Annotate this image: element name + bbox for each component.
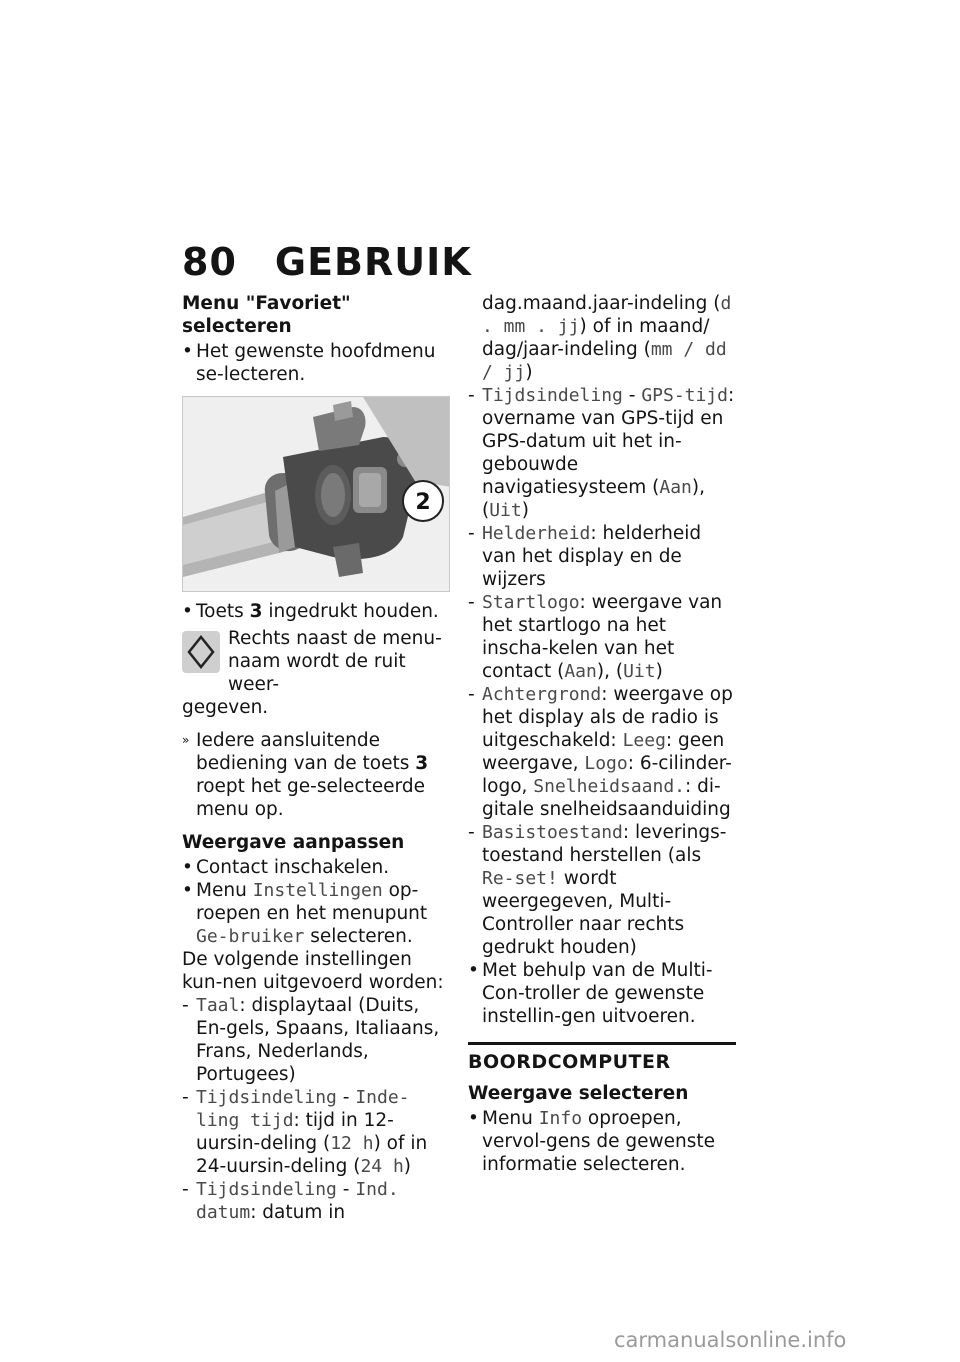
heading-favoriet: Menu "Favoriet" selecteren xyxy=(182,293,351,337)
left-column xyxy=(182,292,450,1224)
dash-item: - Taal: displaytaal (Duits, En-gels, Spaans, Italiaans, Frans, Nederlands, Portugees) xyxy=(182,995,440,1085)
list-item: • Contact inschakelen. xyxy=(182,857,390,878)
list-item: • Met behulp van de Multi-Con-troller de gewenste instellin-gen uitvoeren. xyxy=(468,960,713,1027)
continued-text: dag.maand.jaar-indeling (d . mm . jj) of in maand/ dag/jaar-indeling (mm / dd / jj) xyxy=(482,293,732,383)
diamond-note: Rechts naast de menu-naam wordt de ruit weer- gegeven. xyxy=(182,628,442,718)
section-divider xyxy=(468,1042,736,1045)
paragraph: De volgende instellingen kun-nen uitgevoerd worden: xyxy=(182,949,444,993)
dash-item: - Startlogo: weergave van het startlogo na het inscha-kelen van het contact (Aan), (Uit) xyxy=(468,592,723,682)
page-number: 80 xyxy=(182,240,237,284)
section-title: BOORDCOMPUTER xyxy=(468,1051,671,1073)
right-column xyxy=(468,292,736,1176)
page-title: GEBRUIK xyxy=(274,240,472,284)
watermark: carmanualsonline.info xyxy=(614,1328,847,1352)
list-item: • Toets 3 ingedrukt houden. xyxy=(182,601,439,622)
list-item: • Menu Info oproepen, vervol-gens de gewenste informatie selecteren. xyxy=(468,1108,716,1175)
handlebar-switch-figure xyxy=(182,396,450,592)
dash-item: - Tijdsindeling - Ind. datum: datum in xyxy=(182,1179,399,1223)
diamond-icon xyxy=(182,631,220,673)
heading-weergave-selecteren: Weergave selecteren xyxy=(468,1083,689,1104)
heading-weergave: Weergave aanpassen xyxy=(182,832,405,853)
page-header xyxy=(182,240,472,284)
list-item: • Menu Instellingen op-roepen en het menupunt Ge-bruiker selecteren. xyxy=(182,880,428,947)
dash-item: - Tijdsindeling - Inde-ling tijd: tijd in 12-uursin-deling (12 h) of in 24-uursin-deling (24 h) xyxy=(182,1087,428,1177)
figure-callout-label: 2 xyxy=(415,490,431,515)
dash-item: - Helderheid: helderheid van het display en de wijzers xyxy=(468,523,702,590)
list-item: • Het gewenste hoofdmenu se-lecteren. xyxy=(182,341,436,385)
dash-item: - Achtergrond: weergave op het display als de radio is uitgeschakeld: Leeg: geen weergave, Logo: 6-cilinder-logo, Snelheidsaand.: di-gitale snelheidsaanduiding xyxy=(468,684,733,820)
dash-item: - Tijdsindeling - GPS-tijd: overname van GPS-tijd en GPS-datum uit het in-gebouwde navigatiesysteem (Aan), (Uit) xyxy=(468,385,735,521)
result-item: » Iedere aansluitende bediening van de toets 3 roept het ge-selecteerde menu op. xyxy=(182,730,429,820)
dash-item: - Basistoestand: leverings-toestand herstellen (als Re-set! wordt weergegeven, Multi-Controller naar rechts gedrukt houden) xyxy=(468,822,727,958)
